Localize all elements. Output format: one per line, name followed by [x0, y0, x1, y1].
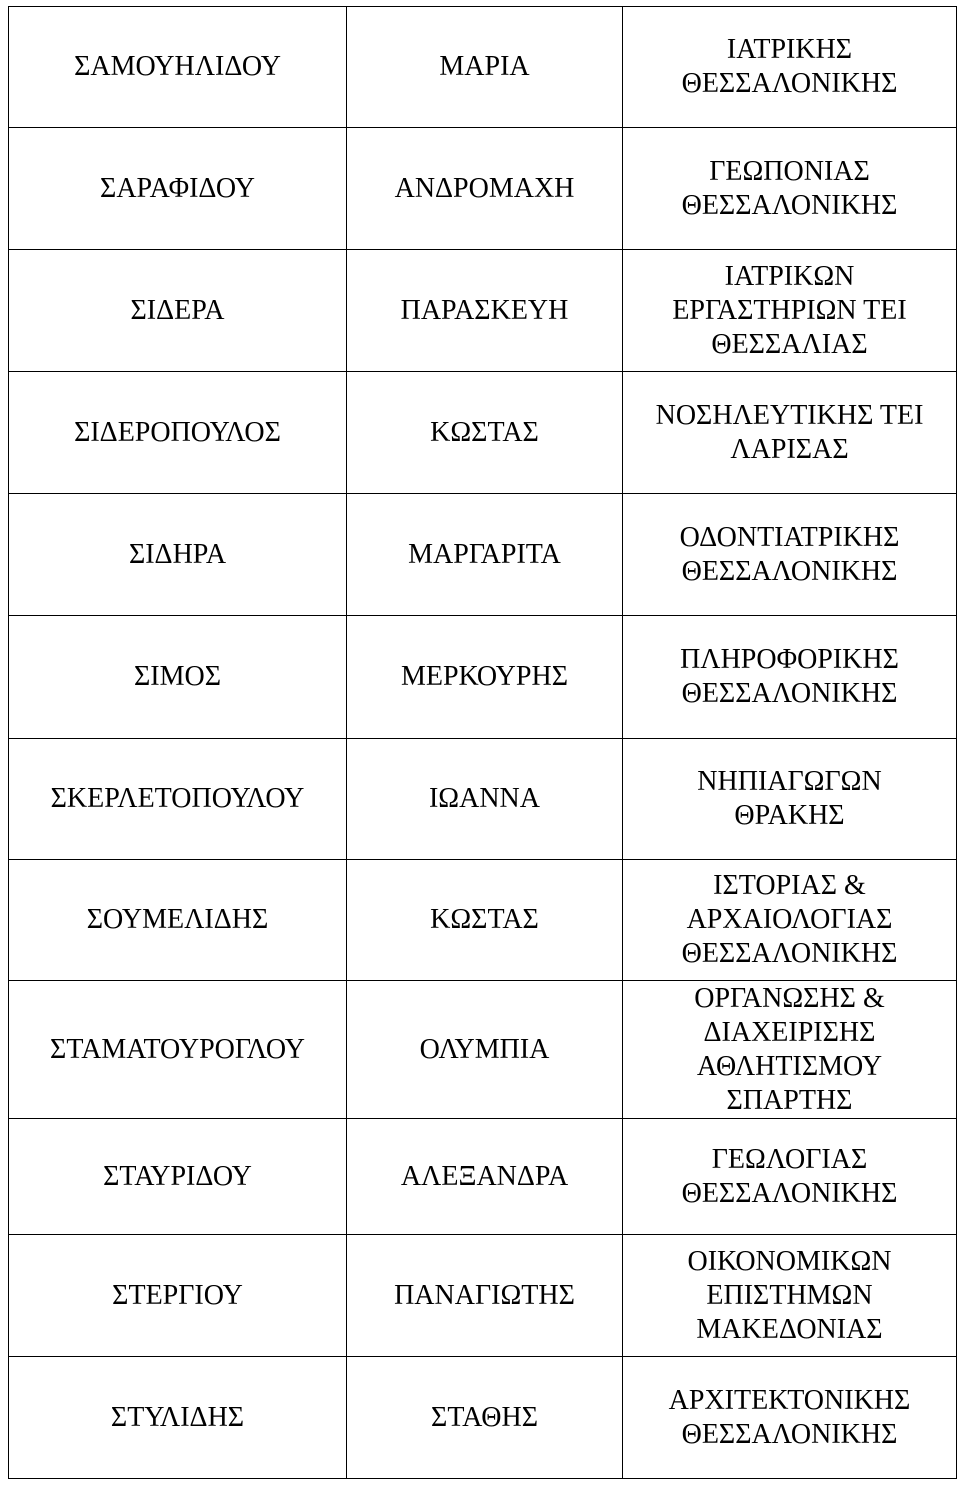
surname-cell: ΣΤΕΡΓΙΟΥ — [9, 1235, 347, 1357]
roster-table — [8, 6, 957, 1479]
table-row — [9, 494, 957, 616]
table-row — [9, 739, 957, 860]
surname-cell: ΣΙΔΗΡΑ — [9, 494, 347, 616]
table-row — [9, 1235, 957, 1357]
surname-cell: ΣΙΔΕΡΟΠΟΥΛΟΣ — [9, 372, 347, 494]
first-name-cell: ΙΩΑΝΝΑ — [347, 739, 623, 860]
first-name-cell: ΜΕΡΚΟΥΡΗΣ — [347, 616, 623, 739]
surname-cell: ΣΤΑΜΑΤΟΥΡΟΓΛΟΥ — [9, 981, 347, 1119]
table-row — [9, 981, 957, 1119]
surname-cell: ΣΚΕΡΛΕΤΟΠΟΥΛΟΥ — [9, 739, 347, 860]
department-cell: ΝΟΣΗΛΕΥΤΙΚΗΣ ΤΕΙ ΛΑΡΙΣΑΣ — [623, 372, 957, 494]
department-cell: ΙΑΤΡΙΚΗΣ ΘΕΣΣΑΛΟΝΙΚΗΣ — [623, 7, 957, 128]
surname-cell: ΣΑΡΑΦΙΔΟΥ — [9, 128, 347, 250]
table-row — [9, 7, 957, 128]
table-row — [9, 616, 957, 739]
first-name-cell: ΟΛΥΜΠΙΑ — [347, 981, 623, 1119]
surname-cell: ΣΙΜΟΣ — [9, 616, 347, 739]
table-row — [9, 860, 957, 981]
first-name-cell: ΜΑΡΓΑΡΙΤΑ — [347, 494, 623, 616]
table-row — [9, 128, 957, 250]
surname-cell: ΣΤΥΛΙΔΗΣ — [9, 1357, 347, 1479]
table-row — [9, 372, 957, 494]
table-row — [9, 1357, 957, 1479]
department-cell: ΓΕΩΛΟΓΙΑΣ ΘΕΣΣΑΛΟΝΙΚΗΣ — [623, 1119, 957, 1235]
first-name-cell: ΜΑΡΙΑ — [347, 7, 623, 128]
first-name-cell: ΠΑΝΑΓΙΩΤΗΣ — [347, 1235, 623, 1357]
department-cell: ΟΡΓΑΝΩΣΗΣ & ΔΙΑΧΕΙΡΙΣΗΣ ΑΘΛΗΤΙΣΜΟΥ ΣΠΑΡΤΗΣ — [623, 981, 957, 1119]
first-name-cell: ΚΩΣΤΑΣ — [347, 860, 623, 981]
department-cell: ΑΡΧΙΤΕΚΤΟΝΙΚΗΣ ΘΕΣΣΑΛΟΝΙΚΗΣ — [623, 1357, 957, 1479]
first-name-cell: ΚΩΣΤΑΣ — [347, 372, 623, 494]
department-cell: ΟΙΚΟΝΟΜΙΚΩΝ ΕΠΙΣΤΗΜΩΝ ΜΑΚΕΔΟΝΙΑΣ — [623, 1235, 957, 1357]
department-cell: ΝΗΠΙΑΓΩΓΩΝ ΘΡΑΚΗΣ — [623, 739, 957, 860]
first-name-cell: ΣΤΑΘΗΣ — [347, 1357, 623, 1479]
table-row — [9, 250, 957, 372]
first-name-cell: ΑΛΕΞΑΝΔΡΑ — [347, 1119, 623, 1235]
first-name-cell: ΠΑΡΑΣΚΕΥΗ — [347, 250, 623, 372]
first-name-cell: ΑΝΔΡΟΜΑΧΗ — [347, 128, 623, 250]
surname-cell: ΣΤΑΥΡΙΔΟΥ — [9, 1119, 347, 1235]
table-row — [9, 1119, 957, 1235]
department-cell: ΓΕΩΠΟΝΙΑΣ ΘΕΣΣΑΛΟΝΙΚΗΣ — [623, 128, 957, 250]
department-cell: ΙΑΤΡΙΚΩΝ ΕΡΓΑΣΤΗΡΙΩΝ ΤΕΙ ΘΕΣΣΑΛΙΑΣ — [623, 250, 957, 372]
roster-body — [9, 7, 957, 1479]
department-cell: ΠΛΗΡΟΦΟΡΙΚΗΣ ΘΕΣΣΑΛΟΝΙΚΗΣ — [623, 616, 957, 739]
department-cell: ΙΣΤΟΡΙΑΣ & ΑΡΧΑΙΟΛΟΓΙΑΣ ΘΕΣΣΑΛΟΝΙΚΗΣ — [623, 860, 957, 981]
surname-cell: ΣΑΜΟΥΗΛΙΔΟΥ — [9, 7, 347, 128]
surname-cell: ΣΟΥΜΕΛΙΔΗΣ — [9, 860, 347, 981]
surname-cell: ΣΙΔΕΡΑ — [9, 250, 347, 372]
department-cell: ΟΔΟΝΤΙΑΤΡΙΚΗΣ ΘΕΣΣΑΛΟΝΙΚΗΣ — [623, 494, 957, 616]
